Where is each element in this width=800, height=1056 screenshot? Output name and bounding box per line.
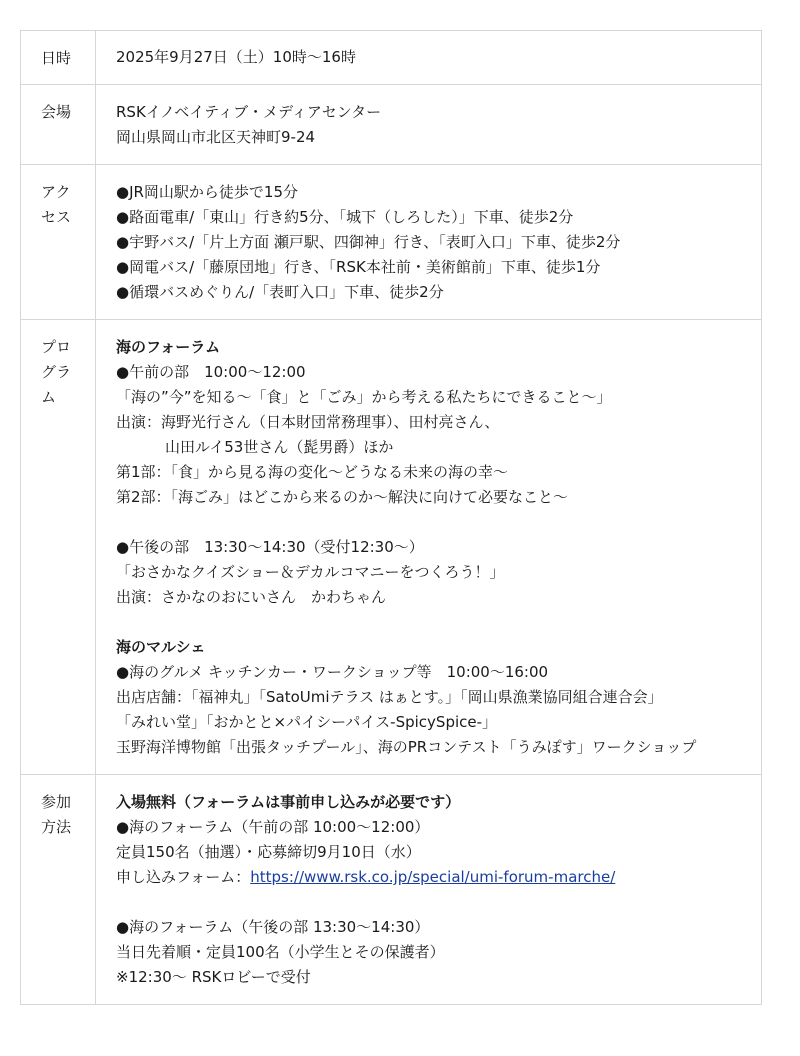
row-program <box>21 320 762 775</box>
content-datetime <box>96 31 762 85</box>
forum-heading: 海のフォーラム <box>116 338 221 356</box>
pm-cast: 出演：さかなのおにいさん かわちゃん <box>116 588 387 606</box>
am-capacity: 定員150名（抽選）・応募締切9月10日（水） <box>116 843 421 861</box>
venue-address: 岡山県岡山市北区天神町9-24 <box>116 128 316 146</box>
datetime-value: 2025年9月27日（土）10時〜16時 <box>116 48 356 66</box>
access-item: ●宇野バス/「片上方面 瀬戸駅、四御神」行き、「表町入口」下車、徒歩2分 <box>116 233 621 251</box>
spacer <box>116 890 741 915</box>
label-datetime: 日時 <box>21 31 96 85</box>
pm-title: 「おさかなクイズショー＆デカルコマニーをつくろう！」 <box>116 563 505 581</box>
row-venue <box>21 85 762 165</box>
content-access <box>96 165 762 320</box>
am-cast-cont: 山田ルイ53世さん（髭男爵）ほか <box>165 438 394 456</box>
pm-session: ●午後の部 13:30〜14:30（受付12:30〜） <box>116 538 424 556</box>
row-datetime <box>21 31 762 85</box>
label-participation: 参加 方法 <box>21 775 96 1005</box>
spacer <box>116 610 741 635</box>
shops-line-2: 「みれい堂」「おかとと×パイシーパイス-SpicySpice-」 <box>116 713 498 731</box>
venue-name: RSKイノベイティブ・メディアセンター <box>116 103 382 121</box>
content-participation <box>96 775 762 1005</box>
form-url-link[interactable]: https://www.rsk.co.jp/special/umi-forum-marche/ <box>250 868 616 886</box>
am-title: 「海の”今”を知る〜「食」と「ごみ」から考える私たちにできること〜」 <box>116 388 612 406</box>
shops-line-1: 出店店舗：「福神丸」「SatoUmiテラス はぁとす。」「岡山県漁業協同組合連合会」 <box>116 688 663 706</box>
label-access: アク セス <box>21 165 96 320</box>
spacer <box>116 510 741 535</box>
event-info-table <box>20 30 762 1005</box>
access-item: ●JR岡山駅から徒歩で15分 <box>116 183 299 201</box>
row-participation <box>21 775 762 1005</box>
application-form <box>116 865 741 890</box>
am-cast: 出演：海野光行さん（日本財団常務理事）、田村亮さん、 <box>116 413 500 431</box>
access-item: ●岡電バス/「藤原団地」行き、「RSK本社前・美術館前」下車、徒歩1分 <box>116 258 601 276</box>
part2: 第2部：「海ごみ」はどこから来るのか〜解決に向けて必要なこと〜 <box>116 488 569 506</box>
row-access <box>21 165 762 320</box>
label-program: プロ グラ ム <box>21 320 96 775</box>
museum-workshop: 玉野海洋博物館「出張タッチプール」、海のPRコンテスト「うみぽす」ワークショップ <box>116 738 697 756</box>
reception-note: ※12:30〜 RSKロビーで受付 <box>116 968 311 986</box>
content-program <box>96 320 762 775</box>
access-item: ●路面電車/「東山」行き約5分、「城下（しろした）」下車、徒歩2分 <box>116 208 574 226</box>
am-forum: ●海のフォーラム（午前の部 10:00〜12:00） <box>116 818 430 836</box>
part1: 第1部：「食」から見る海の変化〜どうなる未来の海の幸〜 <box>116 463 509 481</box>
marche-heading: 海のマルシェ <box>116 638 206 656</box>
am-session: ●午前の部 10:00〜12:00 <box>116 363 306 381</box>
marche-session: ●海のグルメ キッチンカー・ワークショップ等 10:00〜16:00 <box>116 663 549 681</box>
pm-forum: ●海のフォーラム（午後の部 13:30〜14:30） <box>116 918 430 936</box>
pm-capacity: 当日先着順・定員100名（小学生とその保護者） <box>116 943 445 961</box>
label-venue: 会場 <box>21 85 96 165</box>
content-venue <box>96 85 762 165</box>
participation-heading: 入場無料（フォーラムは事前申し込みが必要です） <box>116 793 461 811</box>
access-item: ●循環バスめぐりん/「表町入口」下車、徒歩2分 <box>116 283 444 301</box>
form-label: 申し込みフォーム： <box>116 868 251 886</box>
